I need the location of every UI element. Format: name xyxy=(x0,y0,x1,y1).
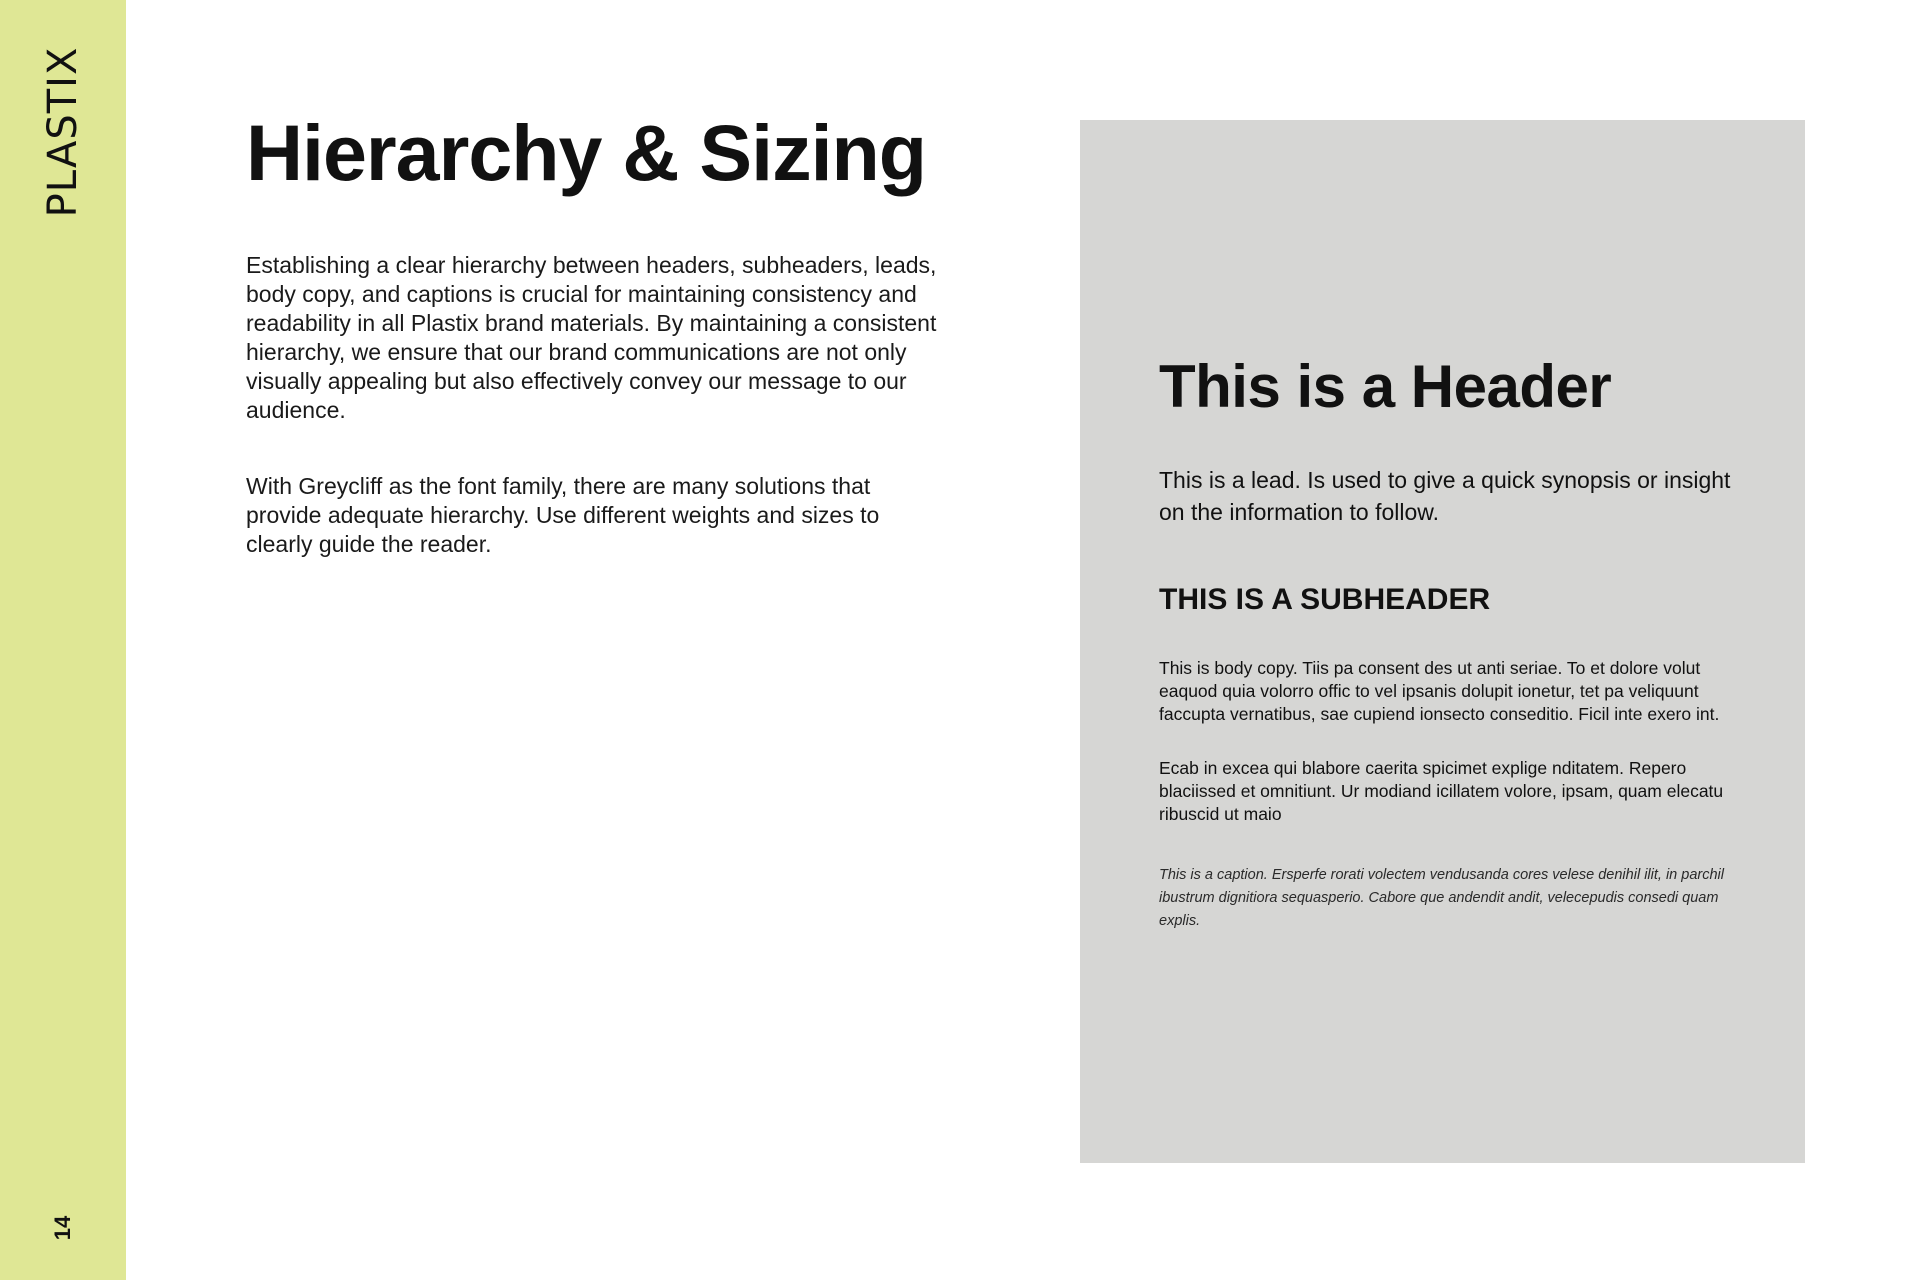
sample-header: This is a Header xyxy=(1159,353,1612,420)
sample-lead: This is a lead. Is used to give a quick synopsis or insight on the information to follow. xyxy=(1159,467,1731,525)
sample-subheader: THIS IS A SUBHEADER xyxy=(1159,583,1491,616)
sample-body-copy-secondary: Ecab in excea qui blabore caerita spicimet explige nditatem. Repero blaciissed et omnitiunt. Ur modiand icillatem volore, ipsam, quam elecatu ribuscid ut maio xyxy=(1159,758,1724,824)
intro-paragraph: Establishing a clear hierarchy between headers, subheaders, leads, body copy, and captions is crucial for maintaining consistency and readability in all Plastix brand materials. By maintaining a consistent hierarchy, we ensure that our brand communications are not only visually appealing but also effectively convey our message to our audience. xyxy=(246,252,937,423)
page-title: Hierarchy & Sizing xyxy=(246,108,927,197)
sample-body-copy: This is body copy. Tiis pa consent des ut anti seriae. To et dolore volut eaquod quia volorro offic to vel ipsanis dolupit ionetur, tet pa veliquunt faccupta vernatibus, sae cupiend ionsecto conseditio. Ficil inte exero int. xyxy=(1159,658,1720,724)
type-sample-panel xyxy=(1080,120,1805,1163)
sample-caption: This is a caption. Ersperfe rorati volectem vendusanda cores velese denihil ilit, in parchil ibustrum dignitiora sequasperio. Cabore que andendit andit, velecepudis consedi quam explis. xyxy=(1159,867,1724,929)
intro-paragraph-secondary: With Greycliff as the font family, there are many solutions that provide adequate hierarchy. Use different weights and sizes to clearly guide the reader. xyxy=(246,473,880,557)
page-number: 14 xyxy=(50,1215,75,1241)
brand-logo: PLASTIX xyxy=(40,46,86,218)
sidebar xyxy=(0,0,126,1280)
